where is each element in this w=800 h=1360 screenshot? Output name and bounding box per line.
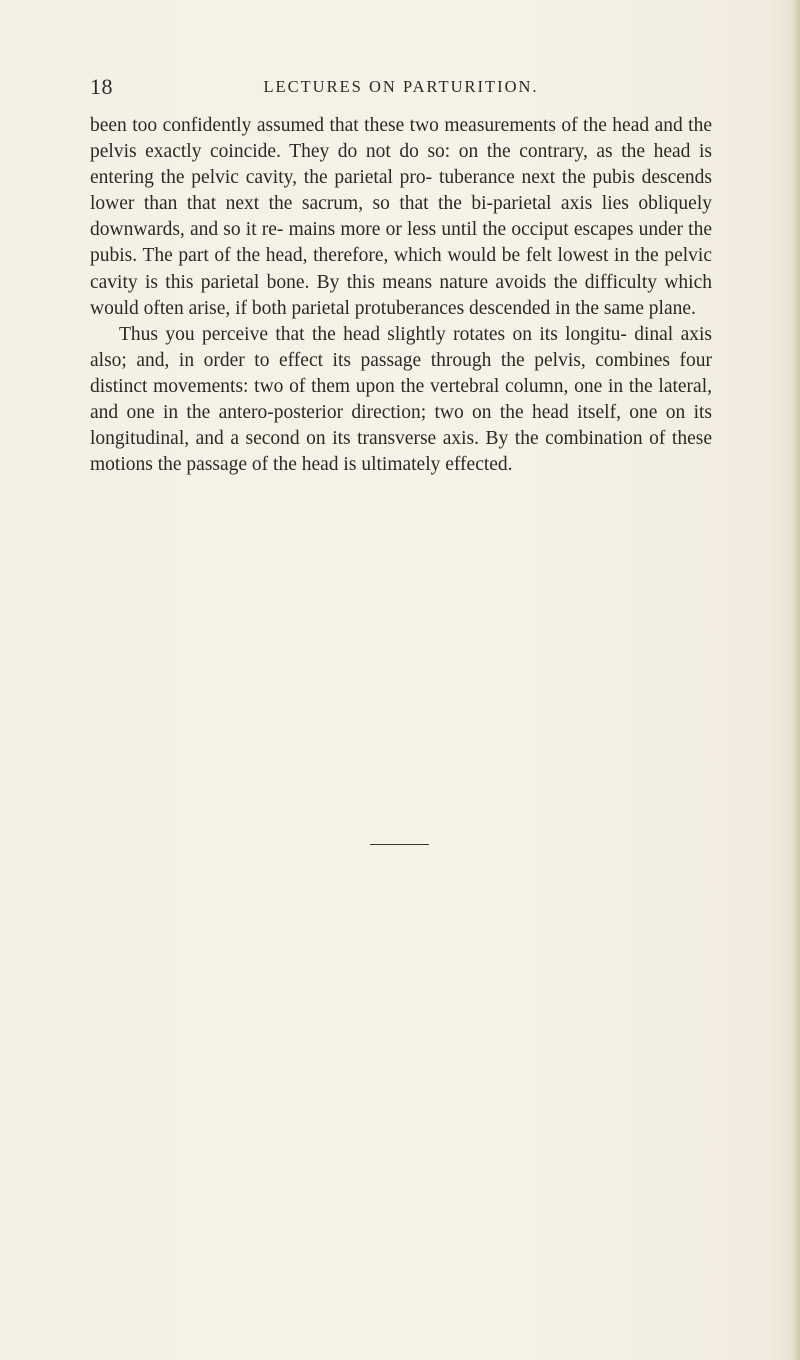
page-edge <box>792 0 800 1360</box>
paragraph-continued: been too confidently assumed that these two measurements of the head and the pelvis exactly coincide. They do not do so: on the contrary, as the head is entering the pelvic cavity, the parietal pro- tuberance next the pubis descends lower than that next the sacrum, so that the bi-parietal axis lies obliquely downwards, and so it re- mains more or less until the occiput escapes under the pubis. The part of the head, therefore, which would be felt lowest in the pelvic cavity is this parietal bone. By this means nature avoids the difficulty which would often arise, if both parietal protuberances descended in the same plane. <box>90 115 712 319</box>
section-divider <box>370 844 429 845</box>
running-title: LECTURES ON PARTURITION. <box>263 77 539 96</box>
page-number: 18 <box>90 74 113 99</box>
running-head <box>90 74 712 100</box>
body-text <box>90 113 712 478</box>
paragraph: Thus you perceive that the head slightly rotates on its longitu- dinal axis also; and, in order to effect its passage through the pelvis, combines four distinct movements: two of them upon the vertebral column, one in the lateral, and one in the antero-posterior direction; two on the head itself, one on its longitudinal, and a second on its transverse axis. By the combination of these motions the passage of the head is ultimately effected. <box>90 323 712 476</box>
